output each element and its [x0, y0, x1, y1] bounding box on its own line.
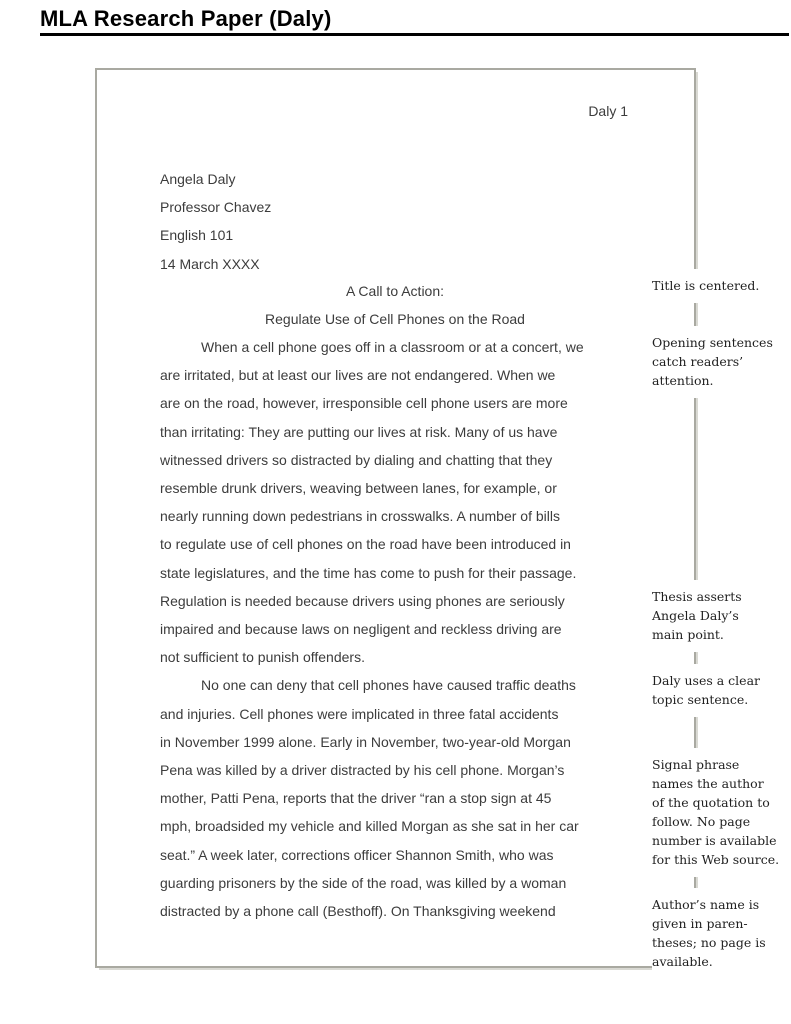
annotation-topic-sentence [652, 664, 766, 717]
page-title: MLA Research Paper (Daly) [40, 6, 332, 31]
annotation-line: names the author [652, 776, 764, 791]
body-line: mph, broadsided my vehicle and killed Morgan as she sat in her car [160, 818, 579, 835]
mla-heading-block [160, 165, 271, 278]
annotation-line: main point. [652, 627, 724, 642]
annotation-line: number is available [652, 833, 777, 848]
annotation-line: for this Web source. [652, 852, 780, 867]
annotation-line: given in paren- [652, 916, 748, 931]
annotation-line: available. [652, 954, 713, 969]
heading-line: English 101 [160, 227, 234, 244]
body-line: not sufficient to punish offenders. [160, 649, 365, 666]
body-line: resemble drunk drivers, weaving between lanes, for example, or [160, 480, 557, 497]
annotation-line: Angela Daly’s [652, 608, 739, 623]
body-line: impaired and because laws on negligent and reckless driving are [160, 621, 562, 638]
body-line: to regulate use of cell phones on the road have been introduced in [160, 536, 571, 553]
running-head-page-number: Daly 1 [588, 103, 628, 119]
annotation-line: Daly uses a clear [652, 673, 761, 688]
body-line: in November 1999 alone. Early in November, two-year-old Morgan [160, 733, 571, 750]
annotation-author-parentheses [652, 888, 772, 979]
annotation-title-centered [652, 269, 765, 303]
body-line: When a cell phone goes off in a classroom or at a concert, we [201, 339, 584, 355]
annotation-line: follow. No page [652, 814, 751, 829]
body-line: nearly running down pedestrians in crosswalks. A number of bills [160, 508, 560, 525]
heading-line: Angela Daly [160, 171, 236, 187]
annotation-line: Opening sentences [652, 335, 773, 350]
body-line: witnessed drivers so distracted by dialing and chatting that they [160, 451, 553, 468]
annotation-line: theses; no page is [652, 935, 766, 950]
title-rule [40, 33, 789, 36]
body-line: Pena was killed by a driver distracted by his cell phone. Morgan’s [160, 762, 565, 779]
body-line: are irritated, but at least our lives are not endangered. When we [160, 367, 556, 384]
annotation-signal-phrase [652, 748, 785, 877]
annotation-line: Title is centered. [652, 278, 760, 293]
body-line: No one can deny that cell phones have caused traffic deaths [201, 677, 576, 694]
heading-line: 14 March XXXX [160, 255, 260, 272]
annotation-line: topic sentence. [652, 692, 749, 707]
body-line: mother, Patti Pena, reports that the driver “ran a stop sign at 45 [160, 790, 552, 807]
annotation-thesis [652, 580, 748, 652]
annotation-line: attention. [652, 373, 714, 388]
essay-title-line: Regulate Use of Cell Phones on the Road [265, 311, 525, 328]
body-line: Regulation is needed because drivers using phones are seriously [160, 592, 565, 609]
annotation-line: of the quotation to [652, 795, 770, 810]
annotation-line: Author’s name is [652, 897, 760, 912]
annotation-opening-sentences [652, 326, 779, 398]
sample-paper-sheet [95, 68, 696, 968]
body-line: and injuries. Cell phones were implicated in three fatal accidents [160, 705, 559, 722]
paragraph-2 [160, 671, 584, 925]
body-line: than irritating: They are putting our lives at risk. Many of us have [160, 423, 558, 440]
body-line: guarding prisoners by the side of the road, was killed by a woman [160, 874, 567, 891]
body-line: are on the road, however, irresponsible cell phone users are more [160, 395, 568, 412]
heading-line: Professor Chavez [160, 199, 272, 216]
essay-title-line: A Call to Action: [345, 283, 445, 299]
paragraph-1 [160, 333, 584, 671]
body-line: state legislatures, and the time has come to push for their passage. [160, 564, 577, 581]
essay-body [160, 333, 584, 925]
annotation-line: catch readers’ [652, 354, 744, 369]
annotation-line: Signal phrase [652, 757, 740, 772]
body-line: distracted by a phone call (Besthoff). On Thanksgiving weekend [160, 903, 556, 920]
annotation-line: Thesis asserts [652, 589, 742, 604]
body-line: seat.” A week later, corrections officer Shannon Smith, who was [160, 846, 554, 863]
essay-title [160, 277, 630, 333]
